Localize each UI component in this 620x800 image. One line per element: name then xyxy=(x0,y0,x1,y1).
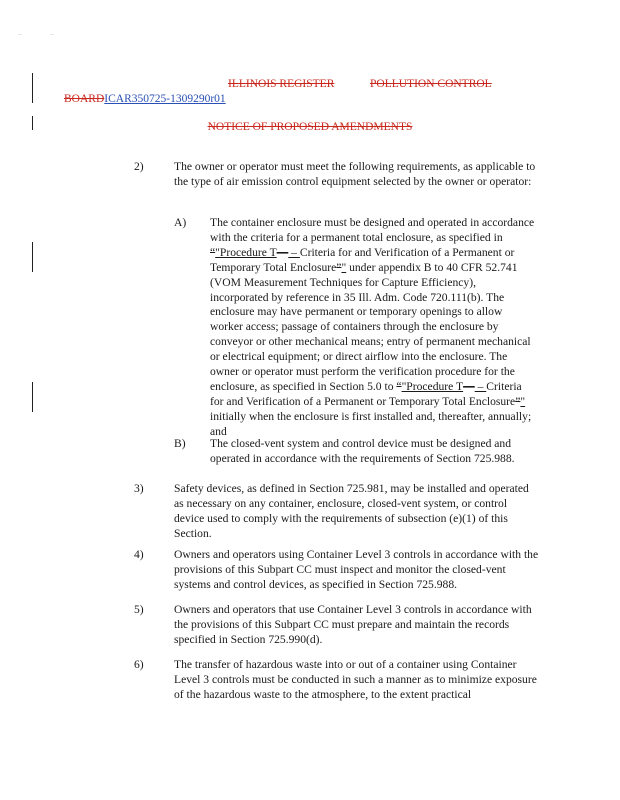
notice-title: NOTICE OF PROPOSED AMENDMENTS xyxy=(207,121,413,133)
register-title: ILLINOIS REGISTER xyxy=(228,78,335,90)
inserted-quote: " xyxy=(341,260,347,274)
item-A-text xyxy=(210,216,536,440)
struck-quote: ” xyxy=(515,394,521,408)
inserted-dash: – xyxy=(474,379,487,393)
text-run: Criteria for and Verification of a Permanent or Temporary Total Enclosure xyxy=(210,379,522,408)
change-bar xyxy=(32,382,33,412)
item-number: 6) xyxy=(134,658,144,671)
inserted-text: "Procedure T xyxy=(215,245,277,259)
struck-dash: — xyxy=(276,245,289,259)
item-6-text: The transfer of hazardous waste into or out of a container using Container Level 3 controls must be conducted in such a manner as to minimize exposure of the hazardous waste to the atmosphere, to the extent practical xyxy=(174,658,537,701)
text-run: Criteria for and Verification of a Permanent or Temporary Total Enclosure xyxy=(210,245,515,274)
struck-quote: “ xyxy=(396,379,402,393)
item-2-text: The owner or operator must meet the following requirements, as applicable to the type of air emission control equipment selected by the owner or operator: xyxy=(174,160,536,188)
struck-quote: ” xyxy=(336,260,342,274)
item-number: 5) xyxy=(134,603,144,616)
board-struck: BOARD xyxy=(64,93,105,105)
change-bar xyxy=(32,73,33,103)
scan-artifact: – xyxy=(50,30,54,38)
inserted-dash: – xyxy=(288,245,300,259)
item-number: 4) xyxy=(134,548,144,561)
inserted-quote: " xyxy=(520,394,526,408)
item-number: 3) xyxy=(134,482,144,495)
item-B-text: The closed-vent system and control device must be designed and operated in accordance with the requirements of Section 725.988. xyxy=(210,437,515,465)
item-5-text: Owners and operators that use Container Level 3 controls in accordance with the provisions of this Subpart CC must prepare and maintain the records specified in Section 725.990(d). xyxy=(174,603,532,646)
change-bar xyxy=(32,242,33,272)
item-number: A) xyxy=(174,216,187,229)
inserted-text: "Procedure T xyxy=(401,379,464,393)
item-number: B) xyxy=(174,437,186,450)
text-run: The container enclosure must be designed and operated in accordance with the criteria for a permanent total enclosure, as specified in xyxy=(210,216,535,244)
item-4-text: Owners and operators using Container Level 3 controls in accordance with the provisions of this Subpart CC must inspect and monitor the closed-vent systems and control devices, as specified in Section 725.988. xyxy=(174,548,539,591)
item-3-text: Safety devices, as defined in Section 725.981, may be installed and operated as necessary on any container, enclosure, closed-vent system, or control device used to comply with the requirements of subsection (e)(1) of this Section. xyxy=(174,482,529,540)
doc-id: ICAR350725-1309290r01 xyxy=(104,93,226,105)
scan-artifact: – xyxy=(18,30,22,38)
text-run: initially when the enclosure is first installed and, thereafter, annually; and xyxy=(210,409,532,438)
struck-quote: “ xyxy=(210,245,216,259)
agency-name: POLLUTION CONTROL xyxy=(370,78,492,90)
struck-dash: — xyxy=(463,379,475,393)
text-run: under appendix B to 40 CFR 52.741 (VOM Measurement Techniques for Capture Efficiency), incorporated by reference in 35 Ill. Adm. Code 720.111(b). The enclosure may have permanent or temporary openings to allow worker access; passage of containers through the enclosure by conveyor or other mechanical means; entry of permanent mechanical or electrical equipment; or direct airflow into the enclosure. The owner or operator must perform the verification procedure for the enclosure, as specified in Section 5.0 to xyxy=(210,260,531,393)
header-line-2 xyxy=(64,93,226,105)
item-number: 2) xyxy=(134,160,144,173)
